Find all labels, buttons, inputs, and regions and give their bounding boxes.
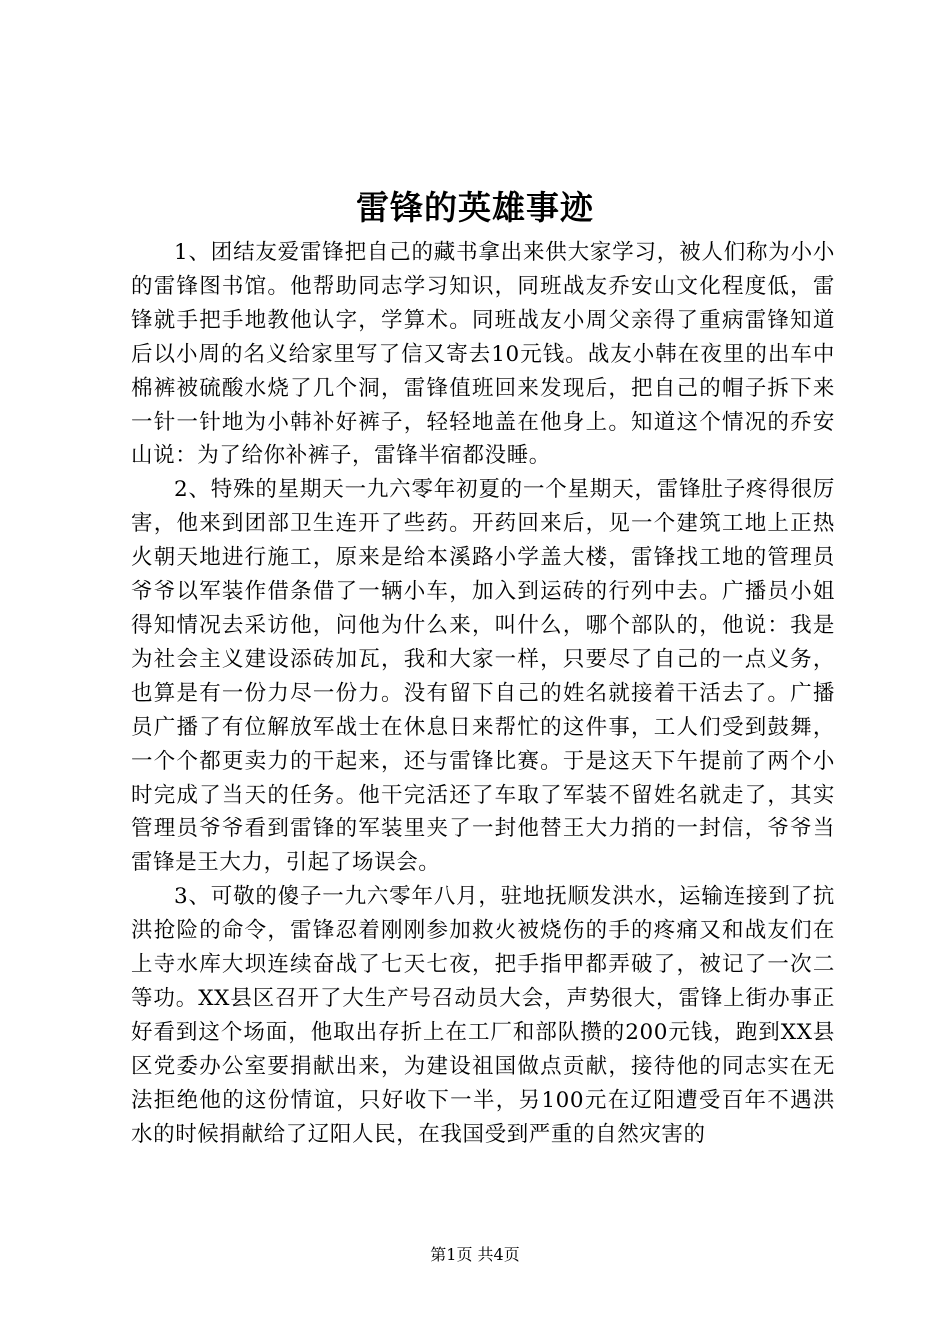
page-footer: 第1页 共4页	[430, 1245, 520, 1264]
paragraph: 3、可敬的傻子一九六零年八月，驻地抚顺发洪水，运输连接到了抗洪抢险的命令，雷锋忍着刚刚参加救火被烧伤的手的疼痛又和战友们在上寺水库大坝连续奋战了七天七夜，把手指甲都弄破了，被记了一次二等功。XX县区召开了大生产号召动员大会，声势很大，雷锋上街办事正好看到这个场面，他取出存折上在工厂和部队攒的200元钱，跑到XX县区党委办公室要捐献出来，为建设祖国做点贡献，接待他的同志实在无法拒绝他的这份情谊，只好收下一半，另100元在辽阳遭受百年不遇洪水的时候捐献给了辽阳人民，在我国受到严重的自然灾害的	[131, 884, 835, 1147]
paragraph: 1、团结友爱雷锋把自己的藏书拿出来供大家学习，被人们称为小小的雷锋图书馆。他帮助同志学习知识，同班战友乔安山文化程度低，雷锋就手把手地教他认字，学算术。同班战友小周父亲得了重病雷锋知道后以小周的名义给家里写了信又寄去10元钱。战友小韩在夜里的出车中棉裤被硫酸水烧了几个洞，雷锋值班回来发现后，把自己的帽子拆下来一针一针地为小韩补好裤子，轻轻地盖在他身上。知道这个情况的乔安山说：为了给你补裤子，雷锋半宿都没睡。	[131, 240, 835, 469]
paragraph: 2、特殊的星期天一九六零年初夏的一个星期天，雷锋肚子疼得很厉害，他来到团部卫生连开了些药。开药回来后，见一个建筑工地上正热火朝天地进行施工，原来是给本溪路小学盖大楼，雷锋找工地的管理员爷爷以军装作借条借了一辆小车，加入到运砖的行列中去。广播员小姐得知情况去采访他，问他为什么来，叫什么，哪个部队的，他说：我是为社会主义建设添砖加瓦，我和大家一样，只要尽了自己的一点义务，也算是有一份力尽一份力。没有留下自己的姓名就接着干活去了。广播员广播了有位解放军战士在休息日来帮忙的这件事，工人们受到鼓舞，一个个都更卖力的干起来，还与雷锋比赛。于是这天下午提前了两个小时完成了当天的任务。他干完活还了车取了军装不留姓名就走了，其实管理员爷爷看到雷锋的军装里夹了一封他替王大力捎的一封信，爷爷当雷锋是王大力，引起了场误会。	[131, 477, 835, 876]
document-title: 雷锋的英雄事迹	[356, 188, 594, 227]
document-body	[131, 236, 835, 1151]
